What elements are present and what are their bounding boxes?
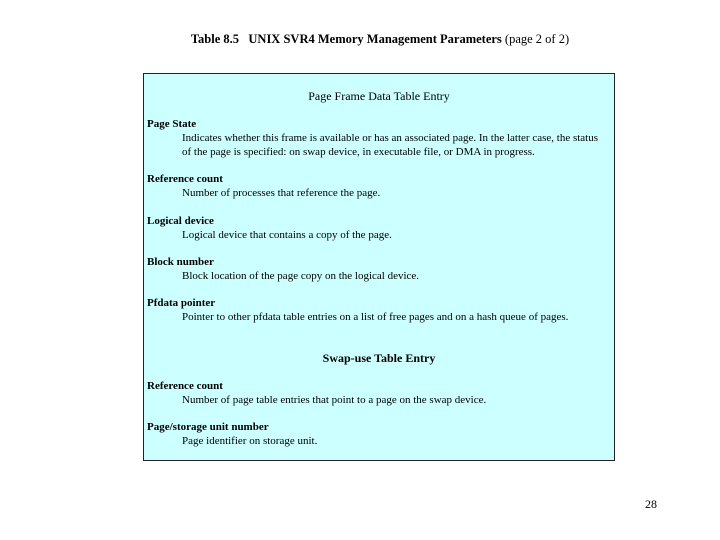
table-entry	[147, 214, 609, 242]
entry-name: Reference count	[147, 380, 223, 392]
parameters-table	[143, 73, 615, 461]
table-entry	[147, 296, 609, 324]
table-caption	[0, 31, 720, 47]
table-label: Table 8.5	[190, 32, 240, 46]
entry-description: Logical device that contains a copy of the page.	[182, 229, 392, 241]
entry-name: Pfdata pointer	[147, 297, 216, 309]
table-title: UNIX SVR4 Memory Management Parameters	[248, 32, 502, 46]
entry-description: Number of processes that reference the page.	[182, 187, 381, 199]
table-page-indicator: (page 2 of 2)	[504, 32, 570, 46]
entry-description: Page identifier on storage unit.	[182, 435, 318, 447]
entry-name: Page/storage unit number	[147, 421, 269, 433]
entry-description: Pointer to other pfdata table entries on a list of free pages and on a hash queue of pages.	[182, 311, 569, 323]
entry-description: Block location of the page copy on the logical device.	[182, 270, 420, 282]
table-entry	[147, 255, 609, 283]
table-entry	[147, 117, 609, 159]
section-title-page-frame: Page Frame Data Table Entry	[308, 89, 450, 103]
table-entry	[147, 172, 609, 200]
entry-name: Page State	[147, 118, 197, 130]
entry-name: Block number	[147, 256, 214, 268]
entry-description: Number of page table entries that point to a page on the swap device.	[182, 394, 487, 406]
table-entry	[147, 379, 609, 407]
entry-description: Indicates whether this frame is available or has an associated page. In the latter case, the status of the page is specified: on swap device, in executable file, or DMA in progress.	[182, 132, 599, 158]
table-entry	[147, 420, 609, 448]
page-number: 28	[645, 497, 657, 511]
entry-name: Logical device	[147, 215, 214, 227]
entry-name: Reference count	[147, 173, 223, 185]
section-title-swap-use: Swap-use Table Entry	[322, 351, 436, 365]
